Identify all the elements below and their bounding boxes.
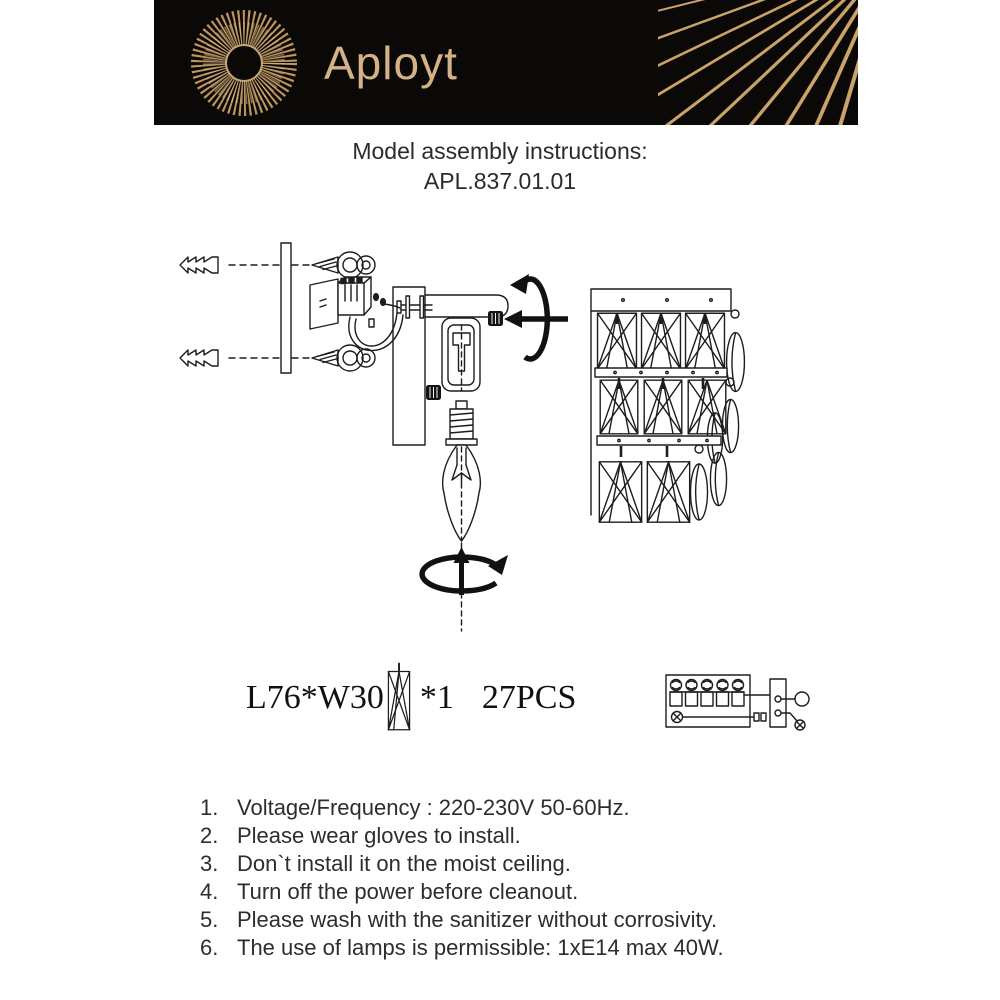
mounting-screw-bottom xyxy=(312,345,375,371)
instruction-item xyxy=(200,850,880,878)
item-number: 4. xyxy=(200,879,219,904)
instruction-item xyxy=(200,934,880,962)
item-number: 5. xyxy=(200,907,219,932)
instruction-item xyxy=(200,878,880,906)
terminal-wiring-diagram xyxy=(658,655,813,755)
item-number: 3. xyxy=(200,851,219,876)
item-text: Please wear gloves to install. xyxy=(237,823,521,848)
wall-anchor-bottom xyxy=(180,350,218,366)
instruction-item xyxy=(200,822,880,850)
instruction-item xyxy=(200,906,880,934)
wall-anchor-top xyxy=(180,257,218,273)
mounting-diagram xyxy=(170,235,590,635)
parts-spec xyxy=(246,660,576,736)
brand-banner xyxy=(154,0,858,125)
wall-strip xyxy=(281,243,291,373)
bolt xyxy=(397,296,432,318)
item-text: Voltage/Frequency : 220-230V 50-60Hz. xyxy=(237,795,630,820)
title-block xyxy=(0,136,1000,196)
crystal-qty-label: *1 xyxy=(419,679,454,716)
rotation-arrow-icon xyxy=(422,547,508,595)
rotation-arrow-icon xyxy=(504,274,568,359)
page-title: Model assembly instructions: xyxy=(352,138,648,164)
item-number: 2. xyxy=(200,823,219,848)
crystal-pendant-icon xyxy=(384,662,414,734)
instruction-list xyxy=(200,794,880,962)
item-text: Turn off the power before cleanout. xyxy=(237,879,579,904)
model-number: APL.837.01.01 xyxy=(423,168,577,194)
sconce-drawing xyxy=(583,283,755,543)
item-text: Please wash with the sanitizer without corrosivity. xyxy=(237,907,718,932)
radial-rays-icon xyxy=(658,0,858,125)
brand-name: Aployt xyxy=(324,36,458,89)
knurled-knob-icon xyxy=(488,311,503,326)
sunburst-logo-icon xyxy=(188,7,300,119)
item-number: 6. xyxy=(200,935,219,960)
crystal-pcs-label: 27PCS xyxy=(481,679,577,716)
item-text: The use of lamps is permissible: 1xE14 max 40W. xyxy=(237,935,724,960)
item-text: Don`t install it on the moist ceiling. xyxy=(237,851,571,876)
crystal-size-label: L76*W30 xyxy=(246,679,384,716)
instruction-item xyxy=(200,794,880,822)
item-number: 1. xyxy=(200,795,219,820)
knurled-knob-icon xyxy=(426,385,441,400)
mounting-screw-top xyxy=(312,252,375,278)
